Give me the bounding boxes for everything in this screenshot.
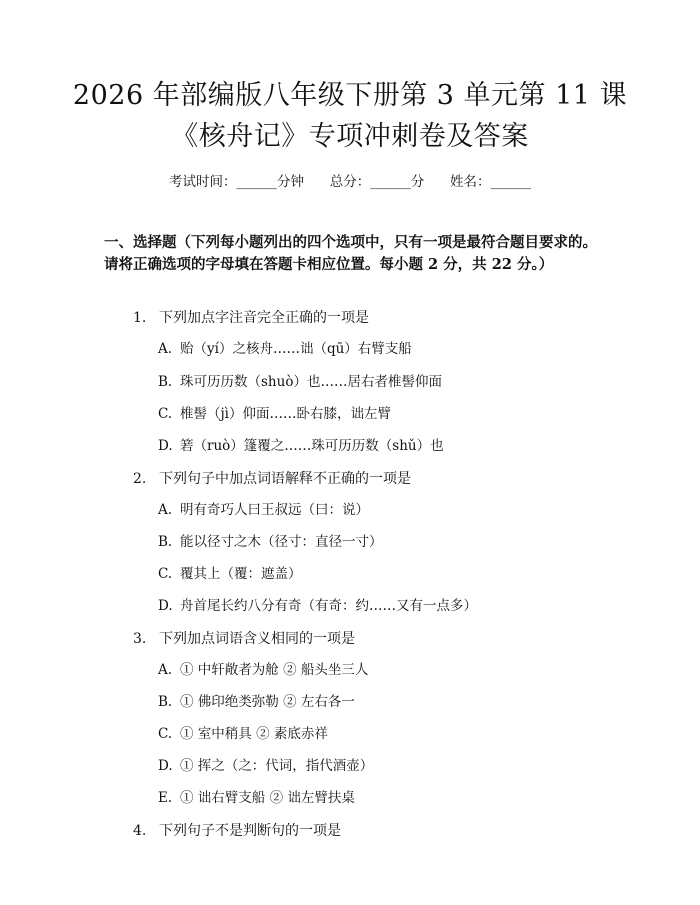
option-2b (158, 536, 383, 550)
option-text: ① 诎右臂支船 ② 诎左臂扶桌 (180, 790, 355, 806)
option-letter: B. (158, 534, 173, 550)
option-1c (158, 408, 391, 422)
question-3 (133, 632, 355, 646)
exam-info: 考试时间：______分钟 总分：______分 姓名：______ (169, 174, 531, 190)
option-text: ① 挥之（之：代词，指代酒壶） (180, 758, 374, 774)
document-title-line-2: 《核舟记》专项冲刺卷及答案 (171, 121, 529, 152)
question-stem: 下列加点字注音完全正确的一项是 (159, 310, 369, 326)
option-text: 椎髻（jì）仰面……卧右膝，诎左臂 (180, 406, 392, 422)
option-2d (158, 600, 477, 614)
option-letter: A. (158, 662, 173, 678)
option-3e (158, 792, 355, 806)
option-text: 覆其上（覆：遮盖） (180, 566, 302, 582)
option-letter: B. (158, 374, 173, 390)
option-1a (158, 343, 412, 357)
question-number: 2. (133, 471, 147, 487)
option-3b (158, 696, 355, 710)
option-text: ① 佛印绝类弥勒 ② 左右各一 (180, 694, 355, 710)
question-number: 4. (133, 823, 147, 839)
option-text: 珠可历历数（shuò）也……居右者椎髻仰面 (180, 374, 442, 390)
question-stem: 下列句子不是判断句的一项是 (159, 823, 341, 839)
option-letter: D. (158, 758, 173, 774)
option-letter: C. (158, 566, 173, 582)
option-letter: A. (158, 502, 173, 518)
option-1d (158, 440, 444, 454)
question-4 (133, 824, 341, 838)
option-letter: D. (158, 598, 173, 614)
option-text: 舟首尾长约八分有奇（有奇：约……又有一点多） (180, 598, 477, 614)
option-text: 贻（yí）之核舟……诎（qū）右臂支船 (180, 341, 412, 357)
option-text: 箬（ruò）篷覆之……珠可历历数（shǔ）也 (180, 438, 444, 454)
option-3a (158, 664, 368, 678)
option-3c (158, 728, 328, 742)
option-2a (158, 504, 369, 518)
question-number: 1. (133, 310, 147, 326)
question-2 (133, 472, 411, 486)
question-1 (133, 311, 369, 325)
option-text: ① 中轩敞者为舱 ② 船头坐三人 (180, 662, 369, 678)
option-text: ① 室中稍具 ② 素底赤祥 (180, 726, 328, 742)
option-letter: B. (158, 694, 173, 710)
option-letter: D. (158, 438, 173, 454)
option-letter: C. (158, 726, 173, 742)
option-text: 明有奇巧人曰王叔远（曰：说） (180, 502, 369, 518)
question-number: 3. (133, 631, 147, 647)
option-1b (158, 376, 442, 390)
question-stem: 下列加点词语含义相同的一项是 (159, 631, 355, 647)
option-3d (158, 760, 373, 774)
section-heading: 一、选择题（下列每小题列出的四个选项中，只有一项是最符合题目要求的。请将正确选项的字母填在答题卡相应位置。每小题 2 分，共 22 分。） (104, 234, 597, 273)
option-letter: E. (158, 790, 173, 806)
option-2c (158, 568, 302, 582)
option-letter: A. (158, 341, 173, 357)
option-text: 能以径寸之木（径寸：直径一寸） (180, 534, 383, 550)
option-letter: C. (158, 406, 173, 422)
document-title-line-1: 2026 年部编版八年级下册第 3 单元第 11 课 (72, 80, 628, 111)
question-stem: 下列句子中加点词语解释不正确的一项是 (159, 471, 411, 487)
